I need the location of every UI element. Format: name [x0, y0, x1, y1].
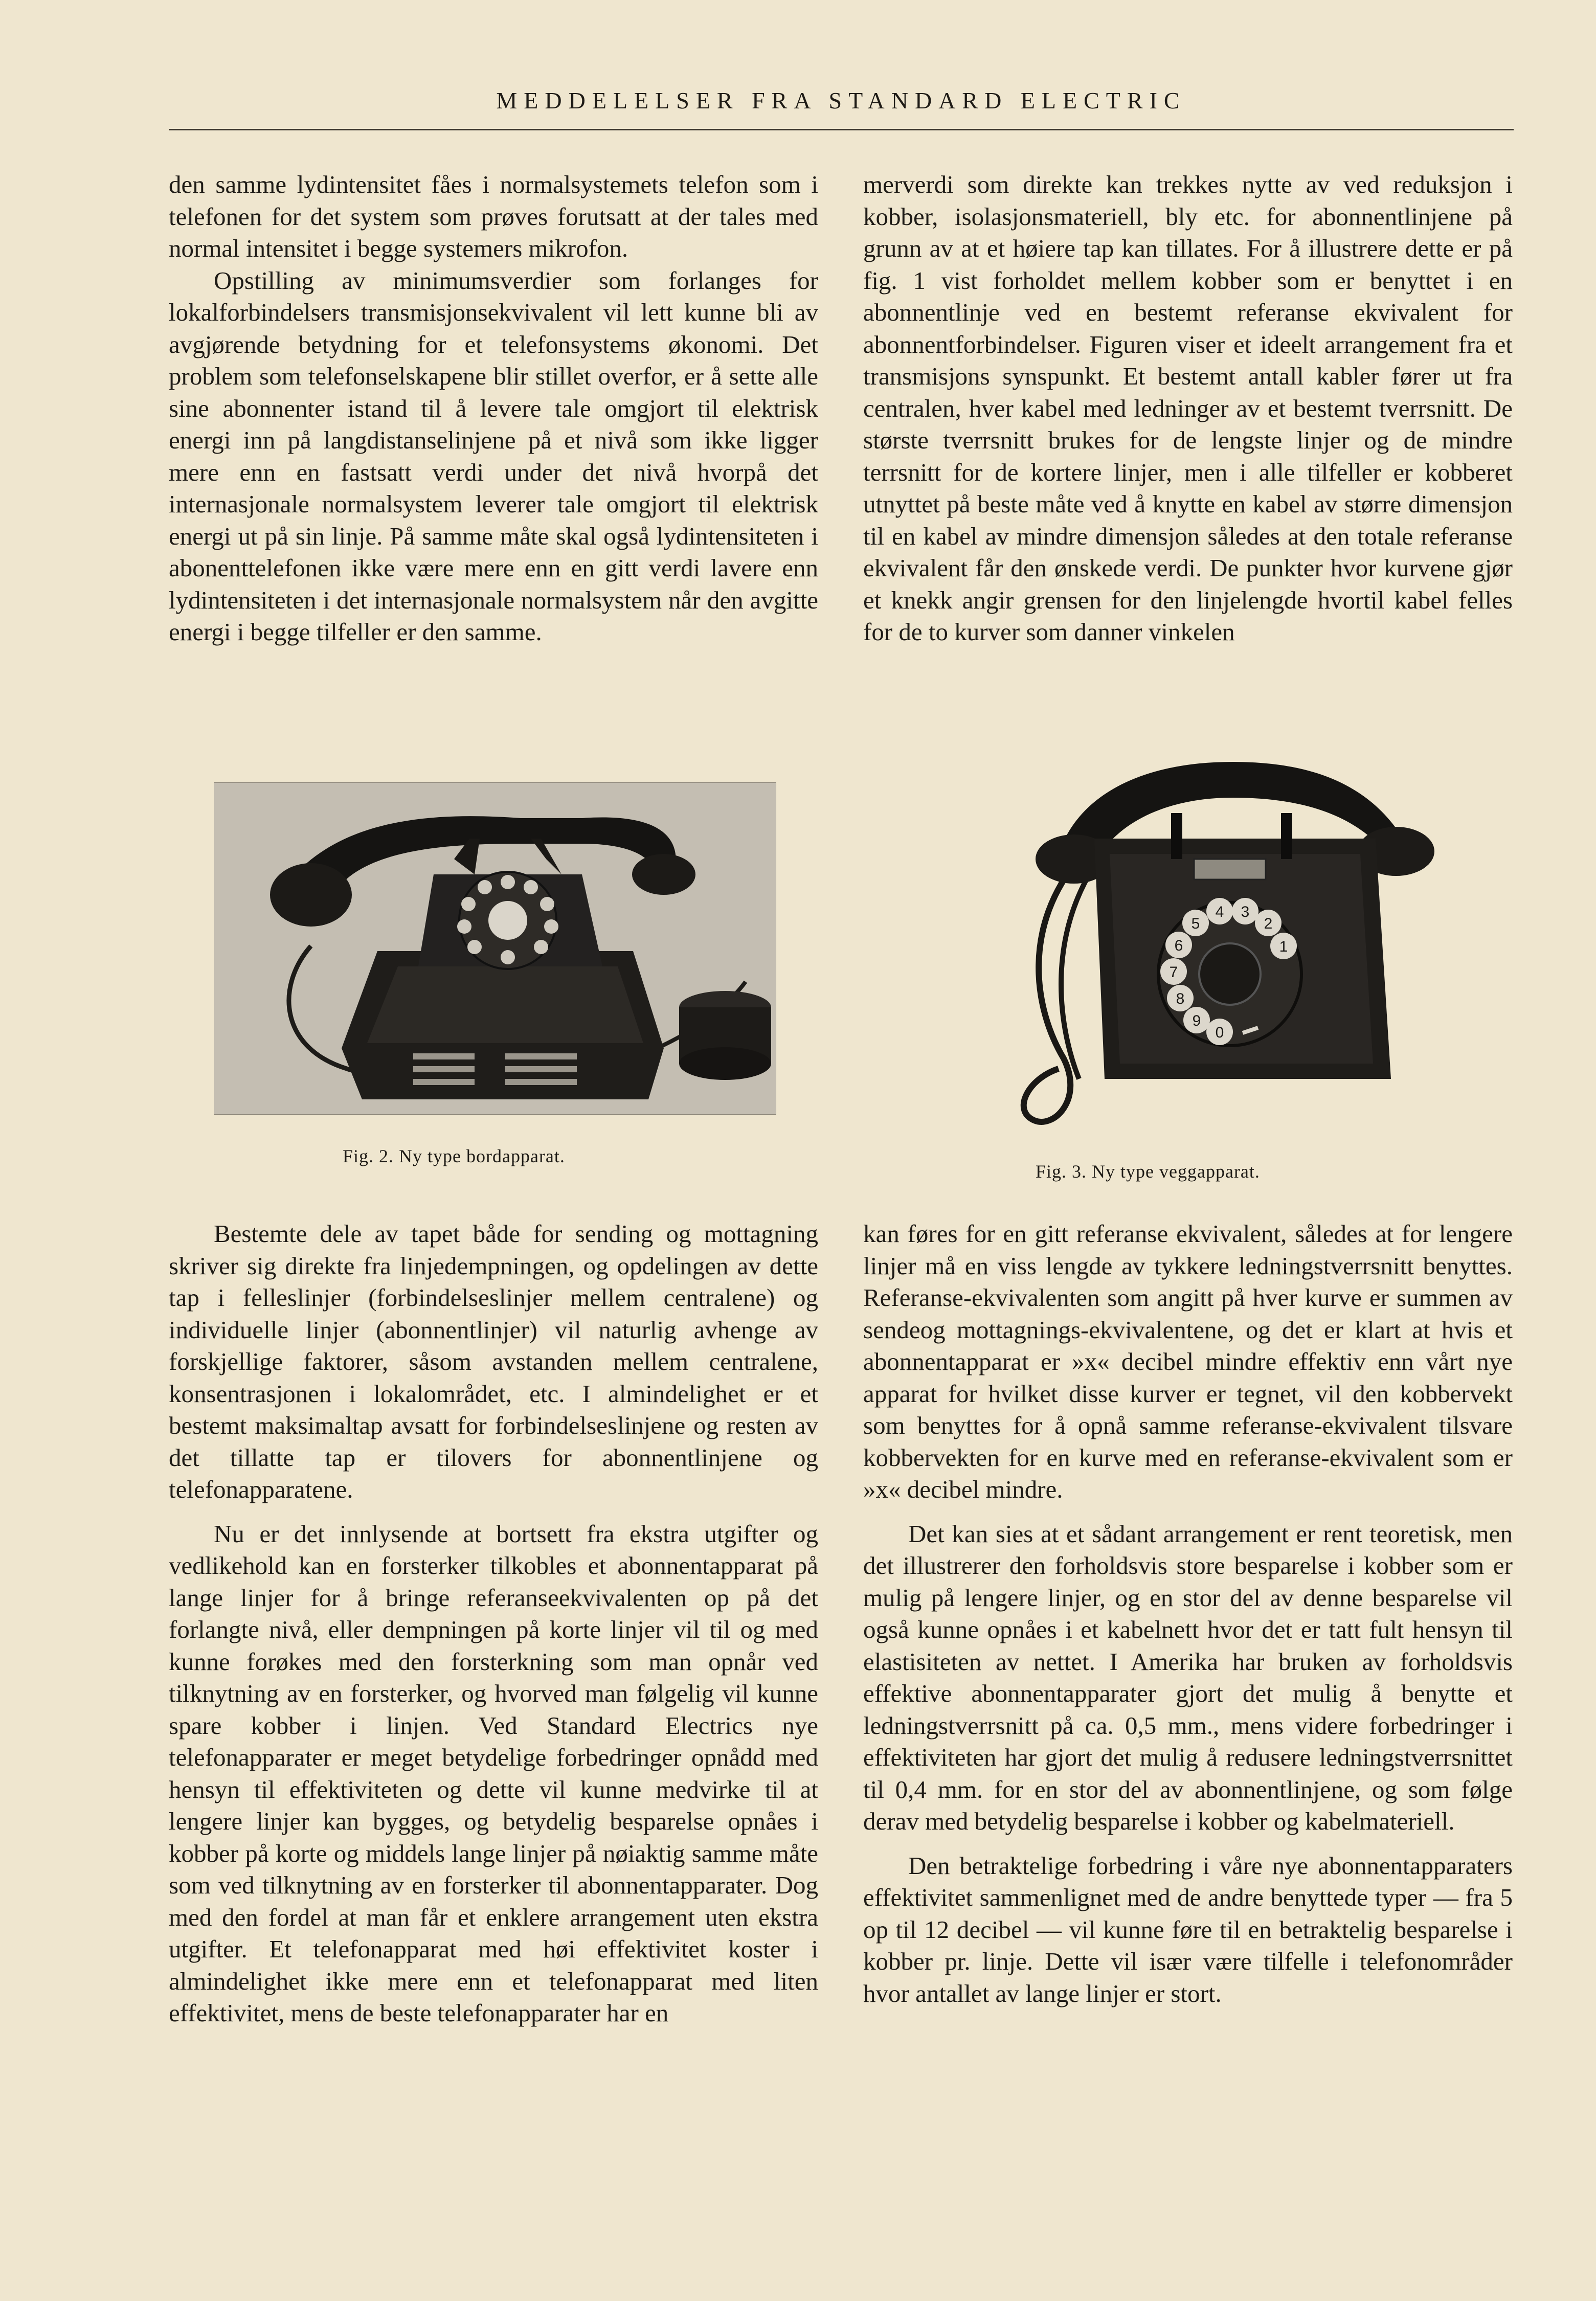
text-column-top-left — [169, 169, 818, 648]
running-header: MEDDELELSER FRA STANDARD ELECTRIC — [496, 87, 1186, 114]
dial-digit: 6 — [1174, 937, 1183, 954]
paragraph: Nu er det innlysende at bortsett fra ekstra utgifter og vedlikehold kan en forsterker tilkobles et abonnentapparat på lange linjer for å bringe referanseekvivalenten op på det forlangte nivå, eller dempningen på korte linjer vil til og med kunne forøkes med den forsterkning som man opnår ved tilknytning av en forsterker, og hvorved man følgelig vil kunne spare kobber i linjen. Ved Standard Electrics nye telefonapparater er meget betydelige forbedringer opnådd med hensyn til effektiviteten og dette vil kunne medvirke til at lengere linjer kan bygges, og betydelig besparelse opnåes i kobber på korte og middels lange linjer på nøiaktig samme måte som ved tilknytning av en forsterker til abonnentapparater. Dog med den fordel at man får et enklere arrangement uten ekstra utgifter. Et telefonapparat med høi effektivitet koster i almindelighet ikke mere enn et telefonapparat med liten effektivitet, mens de beste telefonapparater har en — [169, 1519, 818, 2027]
paragraph: Den betraktelige forbedring i våre nye abonnentapparaters effektivitet sammenlignet med de andre benyttede typer — fra 5 op til 12 decibel — vil kunne føre til en betraktelig besparelse i kobber pr. linje. Dette vil især være tilfelle i telefonområder hvor antallet av lange linjer er stort. — [863, 1851, 1513, 2007]
wall-telephone-photo — [1002, 741, 1463, 1140]
dial-digit: 3 — [1241, 904, 1250, 920]
header-rule — [169, 129, 1514, 130]
figure-wall-telephone — [1002, 741, 1463, 1140]
dial-digit: 8 — [1176, 990, 1185, 1007]
dial-digit: 7 — [1169, 964, 1178, 981]
dial-digit: 2 — [1264, 915, 1273, 932]
paragraph: Opstilling av minimumsverdier som forlanges for lokalforbindelsers transmisjonsekvivalent vil lett kunne bli av avgjørende betydning for et telefonsystems økonomi. Det problem som telefonselskapene blir stillet overfor, er å sette alle sine abonnenter istand til å levere tale omgjort til elektrisk energi inn på langdistanselinjene på et nivå som ikke ligger mere enn en fastsatt verdi under det nivå hvorpå det internasjonale normalsystem leverer tale omgjort til elektrisk energi ut på sin linje. På samme måte skal også lydintensiteten i abonenttelefonen ikke være mere enn en gitt verdi lavere enn lydintensiteten i det internasjonale normalsystem når den avgitte energi i begge tilfeller er den samme. — [169, 266, 818, 646]
dial-digit: 9 — [1192, 1012, 1201, 1029]
desk-telephone-photo — [214, 782, 776, 1115]
dial-digit: 5 — [1191, 915, 1200, 932]
dial-digit: 0 — [1215, 1024, 1224, 1041]
text-column-top-right — [863, 169, 1513, 648]
paragraph: Det kan sies at et sådant arrangement er rent teoretisk, men det illustrerer den forholdsvis store besparelse i kobber som er mulig på lengere linjer, og en stor del av denne besparelse vil også kunne opnåes i et kabelnett hvor det er tatt fult hensyn til elastisiteten av nettet. I Amerika har bruken av forholdsvis effektive abonnentapparater gjort det mulig å benytte et ledningstverrsnitt på ca. 0,5 mm., mens videre forbedringer i effektiviteten har gjort det mulig å redusere ledningstverrsnittet til 0,4 mm. for en stor del av abonnentlinjene, og som følge derav med betydelig besparelse i kobber og kabelmateriell. — [863, 1519, 1513, 1835]
figure-2-caption: Fig. 2. Ny type bordapparat. — [343, 1146, 565, 1166]
paragraph: den samme lydintensitet fåes i normalsystemets telefon som i telefonen for det system som prøves forutsatt at der tales med normal intensitet i begge systemers mikrofon. — [169, 170, 818, 262]
figure-3-caption: Fig. 3. Ny type veggapparat. — [1036, 1161, 1260, 1182]
paragraph: merverdi som direkte kan trekkes nytte av ved reduksjon i kobber, isolasjonsmateriell, bly etc. for abonnentlinjene på grunn av at et høiere tap kan tillates. For å illustrere dette er på fig. 1 vist forholdet mellem kobber som er benyttet i en abonnentlinje ved en bestemt referanse ekvivalent for abonnentforbindelser. Figuren viser et ideelt arrangement fra et transmisjons synspunkt. Et bestemt antall kabler fører ut fra centralen, hver kabel med ledninger av et bestemt tverrsnitt. De største tverrsnitt brukes for de lengste linjer og de mindre terrsnitt for de kortere linjer, men i alle tilfeller er kobberet utnyttet på beste måte ved å knytte en kabel av større dimensjon til en kabel av mindre dimensjon således at den totale referanse ekvivalent får den ønskede verdi. De punkter hvor kurvene gjør et knekk angir grensen for den linjelengde hvortil kabel felles for de to kurver som danner vinkelen — [863, 170, 1513, 646]
text-column-bottom-right — [863, 1218, 1513, 2010]
paragraph: kan føres for en gitt referanse ekvivalent, således at for lengere linjer må en viss lengde av tykkere ledningstverrsnitt benyttes. Referanse-ekvivalenten som angitt på hver kurve er summen av sendeog mottagnings-ekvivalentene, og det er klart at hvis et abonnentapparat er »x« decibel mindre effektiv enn vårt nye apparat for hvilket disse kurver er tegnet, vil den kobbervekt som benyttes for å opnå samme referanse-ekvivalent tilsvare kobbervekten for en kurve med en referanse-ekvivalent som er »x« decibel mindre. — [863, 1220, 1513, 1503]
paragraph: Bestemte dele av tapet både for sending og mottagning skriver sig direkte fra linjedempningen, og opdelingen av dette tap i felleslinjer (forbindelseslinjer mellem centralene) og individuelle linjer (abonnentlinjer) vil naturlig avhenge av forskjellige faktorer, såsom avstanden mellem centralene, konsentrasjonen i lokalområdet, etc. I almindelighet er et bestemt maksimaltap avsatt for forbindelseslinjene og resten av det tillatte tap er tilovers for abonnentlinjene og telefonapparatene. — [169, 1220, 818, 1503]
dial-digit: 1 — [1279, 938, 1288, 955]
figure-desk-telephone — [214, 782, 776, 1115]
text-column-bottom-left — [169, 1218, 818, 2029]
dial-digit: 4 — [1215, 904, 1224, 920]
